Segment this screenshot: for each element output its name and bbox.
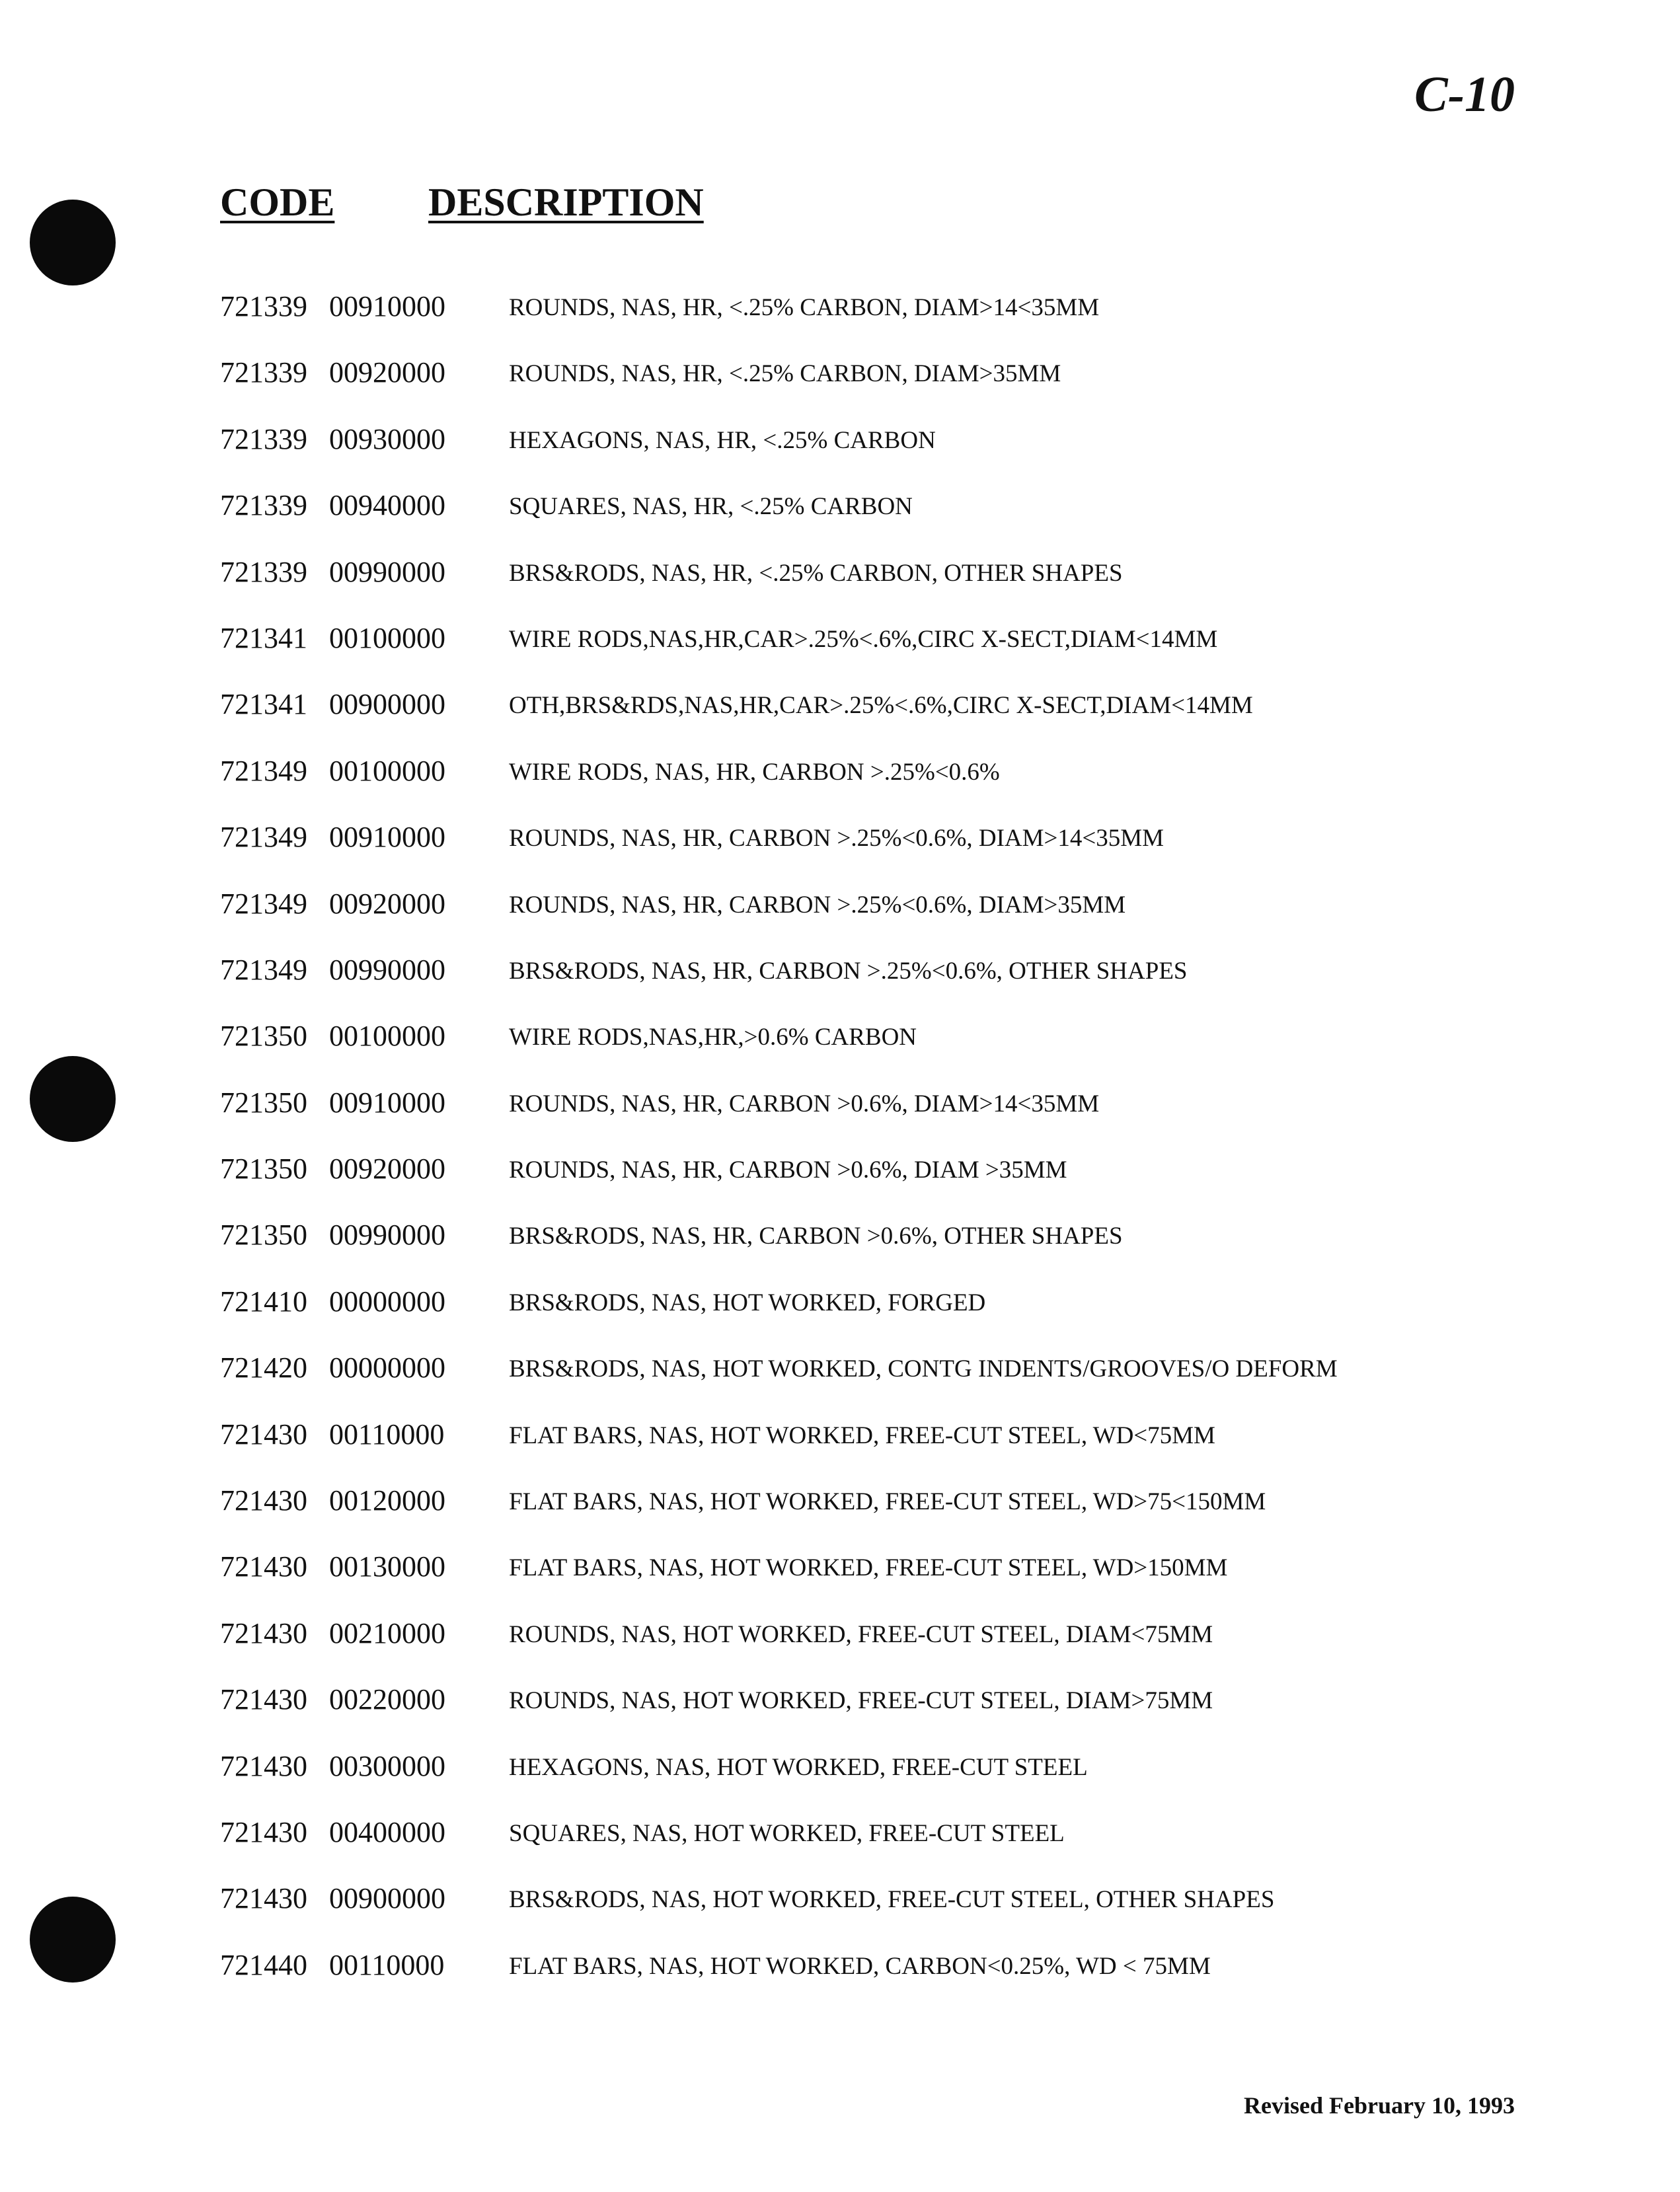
table-row: [220, 356, 1509, 422]
code-secondary: 00910000: [329, 821, 445, 854]
description: WIRE RODS,NAS,HR,CAR>.25%<.6%,CIRC X-SECT,DIAM<14MM: [509, 625, 1218, 653]
code-primary: 721349: [220, 953, 307, 986]
description: SQUARES, NAS, HOT WORKED, FREE-CUT STEEL: [509, 1819, 1065, 1847]
description: FLAT BARS, NAS, HOT WORKED, CARBON<0.25%, WD < 75MM: [509, 1952, 1211, 1980]
code-table: [220, 289, 1509, 2014]
table-row: [220, 887, 1509, 953]
description: OTH,BRS&RDS,NAS,HR,CAR>.25%<.6%,CIRC X-SECT,DIAM<14MM: [509, 692, 1253, 720]
code-secondary: 00300000: [329, 1749, 445, 1782]
code-secondary: 00100000: [329, 621, 445, 654]
page-id: C-10: [1414, 67, 1515, 122]
code-secondary: 00120000: [329, 1484, 445, 1517]
table-row: [220, 820, 1509, 886]
description: ROUNDS, NAS, HR, CARBON >0.6%, DIAM >35MM: [509, 1156, 1067, 1184]
code-primary: 721350: [220, 1153, 307, 1186]
description: FLAT BARS, NAS, HOT WORKED, FREE-CUT STEEL, WD>150MM: [509, 1554, 1228, 1582]
code-secondary: 00900000: [329, 688, 445, 721]
punch-hole-top: [30, 200, 116, 285]
description: HEXAGONS, NAS, HR, <.25% CARBON: [509, 426, 936, 454]
table-row: [220, 1682, 1509, 1749]
code-secondary: 00900000: [329, 1882, 445, 1915]
table-row: [220, 1218, 1509, 1284]
table-row: [220, 488, 1509, 554]
table-row: [220, 1616, 1509, 1682]
code-secondary: 00920000: [329, 887, 445, 920]
description: ROUNDS, NAS, HR, CARBON >.25%<0.6%, DIAM>14<35MM: [509, 825, 1165, 852]
description: HEXAGONS, NAS, HOT WORKED, FREE-CUT STEEL: [509, 1753, 1088, 1781]
table-row: [220, 555, 1509, 621]
table-row: [220, 754, 1509, 820]
description: SQUARES, NAS, HR, <.25% CARBON: [509, 493, 913, 521]
description: BRS&RODS, NAS, HR, CARBON >.25%<0.6%, OTHER SHAPES: [509, 957, 1188, 985]
code-secondary: 00110000: [329, 1417, 445, 1451]
code-primary: 721430: [220, 1815, 307, 1848]
code-secondary: 00210000: [329, 1616, 445, 1649]
table-row: [220, 1749, 1509, 1815]
table-row: [220, 1152, 1509, 1218]
description: ROUNDS, NAS, HR, <.25% CARBON, DIAM>35MM: [509, 360, 1061, 388]
code-primary: 721350: [220, 1219, 307, 1252]
code-secondary: 00100000: [329, 1020, 445, 1053]
description: BRS&RODS, NAS, HR, CARBON >0.6%, OTHER SHAPES: [509, 1223, 1123, 1250]
code-primary: 721349: [220, 821, 307, 854]
code-primary: 721339: [220, 489, 307, 522]
code-secondary: 00000000: [329, 1285, 445, 1318]
code-primary: 721341: [220, 621, 307, 654]
description: BRS&RODS, NAS, HOT WORKED, FREE-CUT STEEL, OTHER SHAPES: [509, 1886, 1275, 1914]
table-row: [220, 1815, 1509, 1881]
description: ROUNDS, NAS, HOT WORKED, FREE-CUT STEEL, DIAM>75MM: [509, 1687, 1213, 1715]
table-row: [220, 687, 1509, 753]
code-primary: 721430: [220, 1882, 307, 1915]
description: BRS&RODS, NAS, HOT WORKED, FORGED: [509, 1289, 986, 1316]
description: WIRE RODS, NAS, HR, CARBON >.25%<0.6%: [509, 758, 1000, 786]
table-row: [220, 422, 1509, 488]
code-primary: 721430: [220, 1417, 307, 1451]
code-secondary: 00910000: [329, 290, 445, 322]
code-secondary: 00100000: [329, 754, 445, 787]
punch-hole-bottom: [30, 1897, 116, 1983]
description: WIRE RODS,NAS,HR,>0.6% CARBON: [509, 1024, 917, 1051]
table-row: [220, 621, 1509, 687]
code-primary: 721339: [220, 422, 307, 455]
code-secondary: 00920000: [329, 1153, 445, 1186]
code-secondary: 00110000: [329, 1948, 445, 1981]
table-row: [220, 1550, 1509, 1616]
table-row: [220, 1285, 1509, 1351]
code-secondary: 00990000: [329, 555, 445, 588]
description: ROUNDS, NAS, HOT WORKED, FREE-CUT STEEL, DIAM<75MM: [509, 1620, 1213, 1648]
code-column-header: CODE: [220, 180, 335, 224]
description: FLAT BARS, NAS, HOT WORKED, FREE-CUT STEEL, WD>75<150MM: [509, 1488, 1266, 1516]
revision-date: Revised February 10, 1993: [1244, 2092, 1515, 2119]
table-row: [220, 1019, 1509, 1085]
code-secondary: 00000000: [329, 1351, 445, 1384]
table-row: [220, 1948, 1509, 2014]
code-secondary: 00990000: [329, 953, 445, 986]
code-secondary: 00920000: [329, 356, 445, 389]
code-primary: 721430: [220, 1683, 307, 1716]
code-primary: 721339: [220, 356, 307, 389]
description: BRS&RODS, NAS, HR, <.25% CARBON, OTHER SHAPES: [509, 559, 1123, 587]
table-row: [220, 1484, 1509, 1550]
code-primary: 721349: [220, 887, 307, 920]
code-primary: 721350: [220, 1020, 307, 1053]
code-primary: 721410: [220, 1285, 307, 1318]
table-row: [220, 953, 1509, 1019]
code-primary: 721430: [220, 1616, 307, 1649]
description: ROUNDS, NAS, HR, CARBON >0.6%, DIAM>14<35MM: [509, 1090, 1100, 1117]
punch-hole-middle: [30, 1056, 116, 1142]
code-secondary: 00220000: [329, 1683, 445, 1716]
code-primary: 721440: [220, 1948, 307, 1981]
code-secondary: 00990000: [329, 1219, 445, 1252]
description-column-header: DESCRIPTION: [428, 180, 704, 224]
code-primary: 721420: [220, 1351, 307, 1384]
code-secondary: 00940000: [329, 489, 445, 522]
code-secondary: 00400000: [329, 1815, 445, 1848]
description: ROUNDS, NAS, HR, <.25% CARBON, DIAM>14<35MM: [509, 294, 1100, 321]
code-primary: 721341: [220, 688, 307, 721]
description: ROUNDS, NAS, HR, CARBON >.25%<0.6%, DIAM>35MM: [509, 891, 1126, 919]
code-primary: 721339: [220, 290, 307, 322]
code-secondary: 00130000: [329, 1550, 445, 1583]
description: FLAT BARS, NAS, HOT WORKED, FREE-CUT STEEL, WD<75MM: [509, 1421, 1215, 1449]
table-row: [220, 1351, 1509, 1417]
code-primary: 721430: [220, 1550, 307, 1583]
table-row: [220, 289, 1509, 356]
description: BRS&RODS, NAS, HOT WORKED, CONTG INDENTS/GROOVES/O DEFORM: [509, 1355, 1338, 1383]
code-secondary: 00910000: [329, 1086, 445, 1119]
table-row: [220, 1417, 1509, 1484]
code-secondary: 00930000: [329, 422, 445, 455]
code-primary: 721350: [220, 1086, 307, 1119]
code-primary: 721430: [220, 1484, 307, 1517]
code-primary: 721339: [220, 555, 307, 588]
code-primary: 721430: [220, 1749, 307, 1782]
table-row: [220, 1086, 1509, 1152]
table-row: [220, 1881, 1509, 1947]
code-primary: 721349: [220, 754, 307, 787]
